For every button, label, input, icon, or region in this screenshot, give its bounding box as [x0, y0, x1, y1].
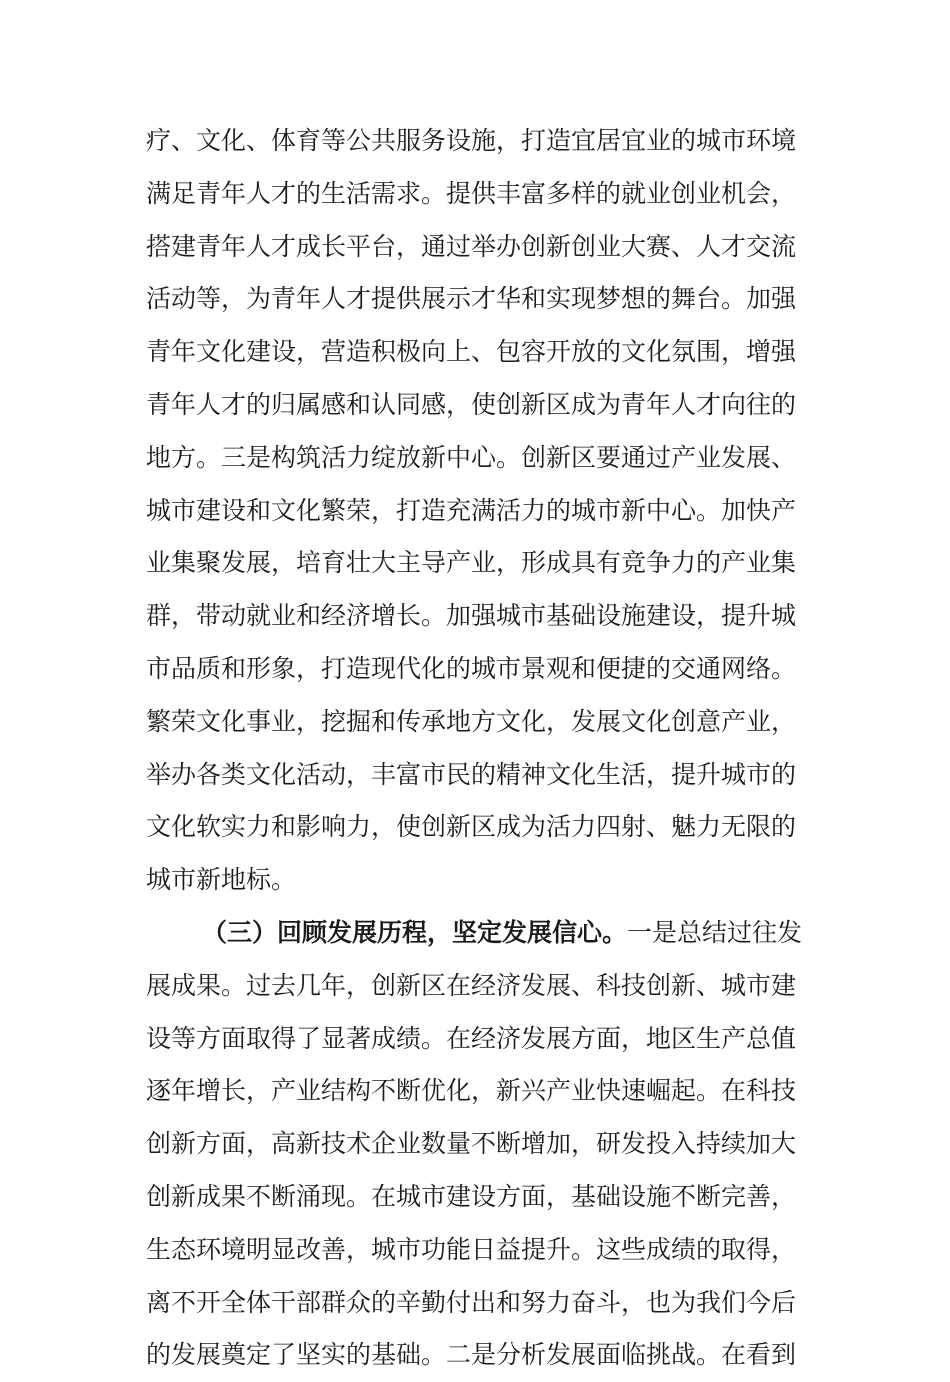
text-line: 市品质和形象，打造现代化的城市景观和便捷的交通网络。	[146, 653, 797, 683]
text-line: 的发展奠定了坚实的基础。二是分析发展面临挑战。在看到	[146, 1340, 797, 1370]
text-line: 创新成果不断涌现。在城市建设方面，基础设施不断完善，	[146, 1181, 797, 1211]
text-line: 疗、文化、体育等公共服务设施，打造宜居宜业的城市环境	[146, 126, 797, 155]
text-line: 举办各类文化活动，丰富市民的精神文化生活，提升城市的	[146, 759, 797, 789]
text-line: 生态环境明显改善，城市功能日益提升。这些成绩的取得，	[146, 1234, 797, 1264]
text-line: 文化软实力和影响力，使创新区成为活力四射、魅力无限的	[146, 812, 797, 842]
text-line: 搭建青年人才成长平台，通过举办创新创业大赛、人才交流	[146, 231, 797, 261]
text-line: 展成果。过去几年，创新区在经济发展、科技创新、城市建	[146, 970, 797, 1000]
text-line: 城市新地标。	[146, 865, 297, 895]
text-line: 群，带动就业和经济增长。加强城市基础设施建设，提升城	[146, 601, 797, 631]
text-line: 青年人才的归属感和认同感，使创新区成为青年人才向往的	[146, 389, 797, 419]
text-line: 创新方面，高新技术企业数量不断增加，研发投入持续加大	[146, 1129, 797, 1159]
text-line: 活动等，为青年人才提供展示才华和实现梦想的舞台。加强	[146, 284, 797, 314]
text-line: 业集聚发展，培育壮大主导产业，形成具有竞争力的产业集	[146, 548, 797, 578]
text-line: 青年文化建设，营造积极向上、包容开放的文化氛围，增强	[146, 337, 797, 367]
text-line: 逐年增长，产业结构不断优化，新兴产业快速崛起。在科技	[146, 1076, 797, 1106]
text-line: 满足青年人才的生活需求。提供丰富多样的就业创业机会，	[146, 178, 797, 208]
text-line: 繁荣文化事业，挖掘和传承地方文化，发展文化创意产业，	[146, 706, 797, 736]
text-line: 地方。三是构筑活力绽放新中心。创新区要通过产业发展、	[146, 442, 797, 472]
text-line: 城市建设和文化繁荣，打造充满活力的城市新中心。加快产	[146, 495, 797, 525]
section-heading: （三）回顾发展历程，坚定发展信心。	[202, 917, 628, 947]
body-text	[146, 115, 816, 1382]
text-line: 设等方面取得了显著成绩。在经济发展方面，地区生产总值	[146, 1023, 797, 1053]
text-line: 离不开全体干部群众的辛勤付出和努力奋斗，也为我们今后	[146, 1287, 797, 1317]
section-3-lead-text: 一是总结过往发	[627, 917, 803, 947]
section-3-first-line	[146, 907, 816, 960]
